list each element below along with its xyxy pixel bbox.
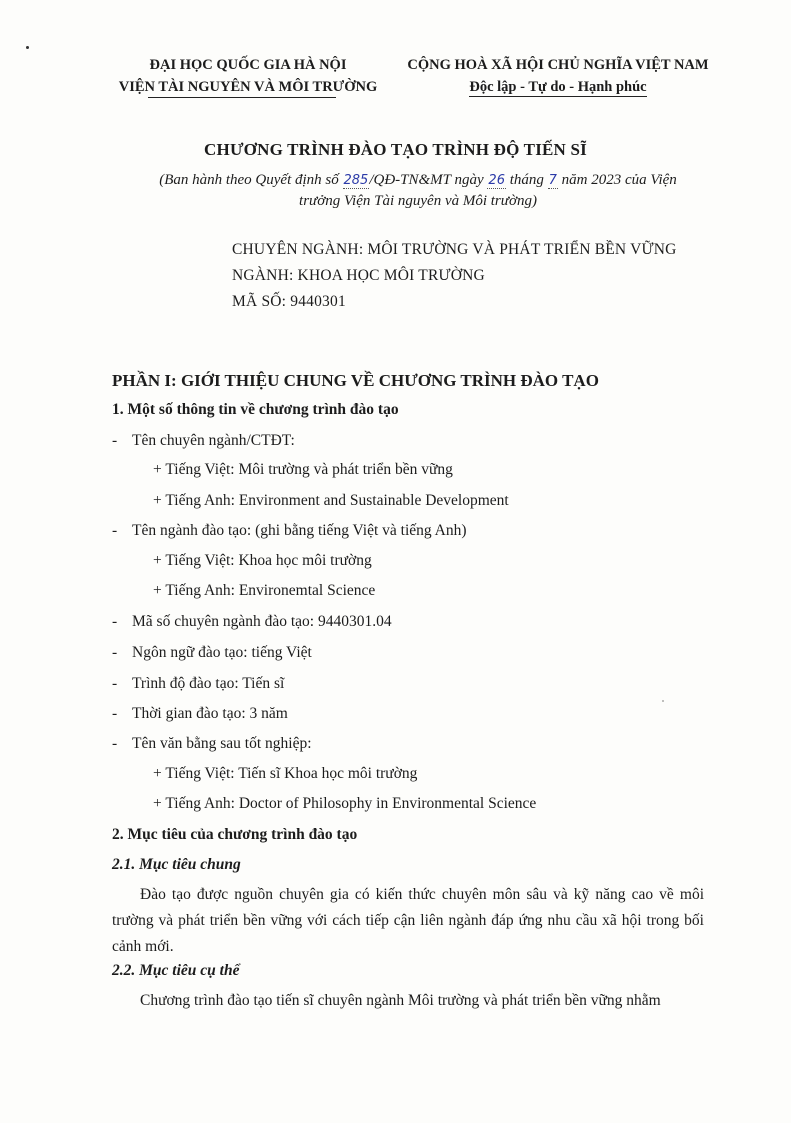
paragraph [112, 988, 704, 1014]
list-dash: - [112, 613, 118, 630]
university-name: ĐẠI HỌC QUỐC GIA HÀ NỘI [149, 57, 347, 73]
section-heading: 2. Mục tiêu của chương trình đào tạo [112, 826, 358, 843]
spec-field: NGÀNH: KHOA HỌC MÔI TRƯỜNG [232, 267, 485, 284]
list-dash: - [112, 644, 118, 661]
spec-major: CHUYÊN NGÀNH: MÔI TRƯỜNG VÀ PHÁT TRIỂN BỀN VỮNG [232, 241, 677, 258]
issuance-note [118, 170, 718, 211]
list-item: Tên ngành đào tạo: (ghi bằng tiếng Việt và tiếng Anh) [132, 522, 467, 539]
list-subitem: + Tiếng Anh: Environemtal Science [153, 582, 376, 599]
institute-name: VIỆN TÀI NGUYÊN VÀ MÔI TRƯỜNG [118, 79, 378, 95]
paragraph-text: Đào tạo được nguồn chuyên gia có kiến thức chuyên môn sâu và kỹ năng cao về môi trường và phát triển bền vững với cách tiếp cận liên ngành đáp ứng nhu cầu xã hội trong bối cảnh mới. [112, 886, 704, 955]
paragraph [112, 882, 704, 960]
nation-name: CỘNG HOÀ XÃ HỘI CHỦ NGHĨA VIỆT NAM [407, 57, 709, 73]
part-heading: PHẦN I: GIỚI THIỆU CHUNG VỀ CHƯƠNG TRÌNH ĐÀO TẠO [112, 371, 599, 390]
issuance-text: trưởng Viện Tài nguyên và Môi trường) [299, 193, 537, 209]
list-dash: - [112, 735, 118, 752]
list-subitem: + Tiếng Việt: Khoa học môi trường [153, 552, 372, 569]
list-dash: - [112, 522, 118, 539]
document-title: CHƯƠNG TRÌNH ĐÀO TẠO TRÌNH ĐỘ TIẾN SĨ [204, 140, 587, 159]
nation-header [400, 54, 716, 98]
list-subitem: + Tiếng Anh: Doctor of Philosophy in Environmental Science [153, 795, 537, 812]
issuance-text: tháng [505, 172, 548, 188]
nation-motto: Độc lập - Tự do - Hạnh phúc [469, 79, 647, 95]
issuance-text: (Ban hành theo Quyết định số [159, 172, 343, 188]
paragraph-text: Chương trình đào tạo tiến sĩ chuyên ngành Môi trường và phát triển bền vững nhằm [140, 992, 661, 1009]
scan-speck [26, 46, 29, 49]
list-subitem: + Tiếng Việt: Tiến sĩ Khoa học môi trường [153, 765, 418, 782]
subsection-heading: 2.2. Mục tiêu cụ thể [112, 962, 240, 979]
list-dash: - [112, 705, 118, 722]
list-item: Thời gian đào tạo: 3 năm [132, 705, 288, 722]
issuance-text: năm 2023 của Viện [557, 172, 677, 188]
list-subitem: + Tiếng Việt: Môi trường và phát triển bền vững [153, 461, 453, 478]
list-dash: - [112, 675, 118, 692]
issuer-header [108, 54, 388, 98]
list-dash: - [112, 432, 118, 449]
section-heading: 1. Một số thông tin về chương trình đào tạo [112, 401, 399, 418]
scan-speck [662, 700, 664, 702]
handwritten-month: 7 [548, 173, 557, 188]
list-item: Tên chuyên ngành/CTĐT: [132, 432, 295, 449]
list-subitem: + Tiếng Anh: Environment and Sustainable Development [153, 492, 509, 509]
spec-code: MÃ SỐ: 9440301 [232, 293, 346, 310]
issuance-text: /QĐ-TN&MT ngày [369, 172, 488, 188]
list-item: Trình độ đào tạo: Tiến sĩ [132, 675, 285, 692]
list-item: Ngôn ngữ đào tạo: tiếng Việt [132, 644, 312, 661]
list-item: Mã số chuyên ngành đào tạo: 9440301.04 [132, 613, 392, 630]
subsection-heading: 2.1. Mục tiêu chung [112, 856, 241, 873]
institute-underline [148, 97, 336, 98]
handwritten-day: 26 [488, 173, 505, 188]
list-item: Tên văn bằng sau tốt nghiệp: [132, 735, 312, 752]
handwritten-decision-number: 285 [343, 173, 369, 188]
